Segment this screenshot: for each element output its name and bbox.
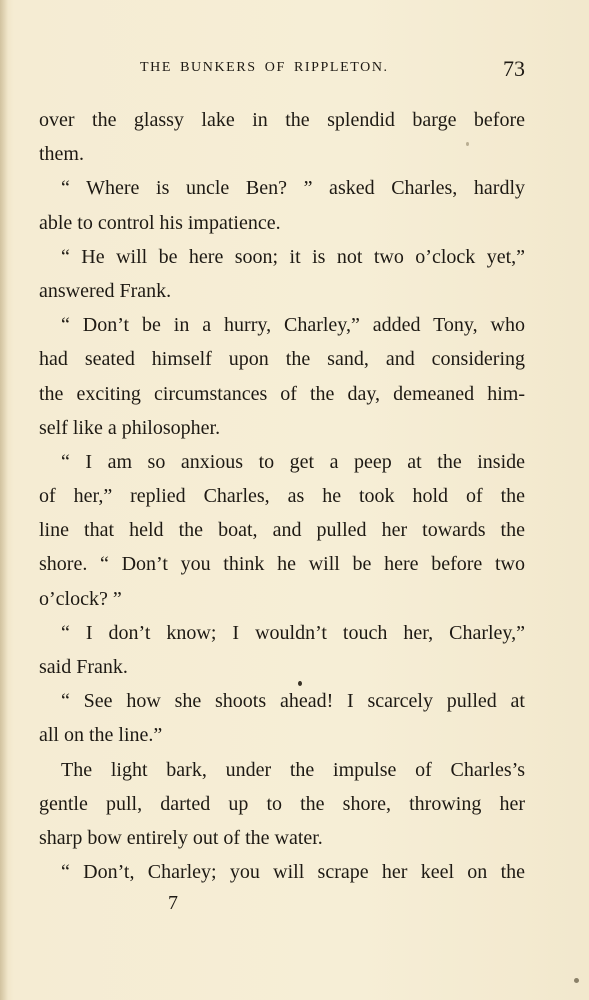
page-number: 73 xyxy=(503,56,525,81)
text-line: “ Don’t be in a hurry, Charley,” added Tony, who xyxy=(61,314,525,337)
running-title: THE BUNKERS OF RIPPLETON. xyxy=(140,60,389,75)
text-line: “ He will be here soon; it is not two o’clock yet,” xyxy=(61,245,525,268)
gutter-shadow xyxy=(0,0,8,1000)
text-line: all on the line.” xyxy=(39,724,163,747)
text-line: answered Frank. xyxy=(39,279,172,302)
text-line: line that held the boat, and pulled her towards the xyxy=(39,519,525,542)
text-line: the exciting circumstances of the day, demeaned him- xyxy=(39,382,525,405)
text-line: self like a philosopher. xyxy=(39,416,221,439)
text-line: gentle pull, darted up to the shore, throwing her xyxy=(39,792,525,815)
text-line: shore. “ Don’t you think he will be here before two xyxy=(39,553,525,576)
text-line: “ I am so anxious to get a peep at the inside xyxy=(61,450,525,473)
text-line: sharp bow entirely out of the water. xyxy=(39,826,323,849)
text-line: o’clock? ” xyxy=(39,587,122,610)
text-line: them. xyxy=(39,143,84,166)
text-line: able to control his impatience. xyxy=(39,211,281,234)
text-line: said Frank. xyxy=(39,656,128,678)
running-head xyxy=(0,58,589,82)
text-line: “ Where is uncle Ben? ” asked Charles, hardly xyxy=(61,177,525,200)
text-line: “ See how she shoots ahead! I scarcely pulled at xyxy=(61,690,525,713)
text-line: “ Don’t, Charley; you will scrape her keel on the xyxy=(61,861,525,884)
text-line: of her,” replied Charles, as he took hold of the xyxy=(39,485,525,508)
text-line: had seated himself upon the sand, and considering xyxy=(39,348,525,371)
signature-mark: 7 xyxy=(168,892,178,914)
ink-speck xyxy=(298,681,302,686)
paper-speck xyxy=(574,978,579,983)
text-line: The light bark, under the impulse of Charles’s xyxy=(61,758,525,781)
text-line: “ I don’t know; I wouldn’t touch her, Charley,” xyxy=(61,621,525,644)
body-text xyxy=(39,103,525,889)
text-line: over the glassy lake in the splendid barge before xyxy=(39,109,525,131)
paper-speck xyxy=(466,142,469,146)
